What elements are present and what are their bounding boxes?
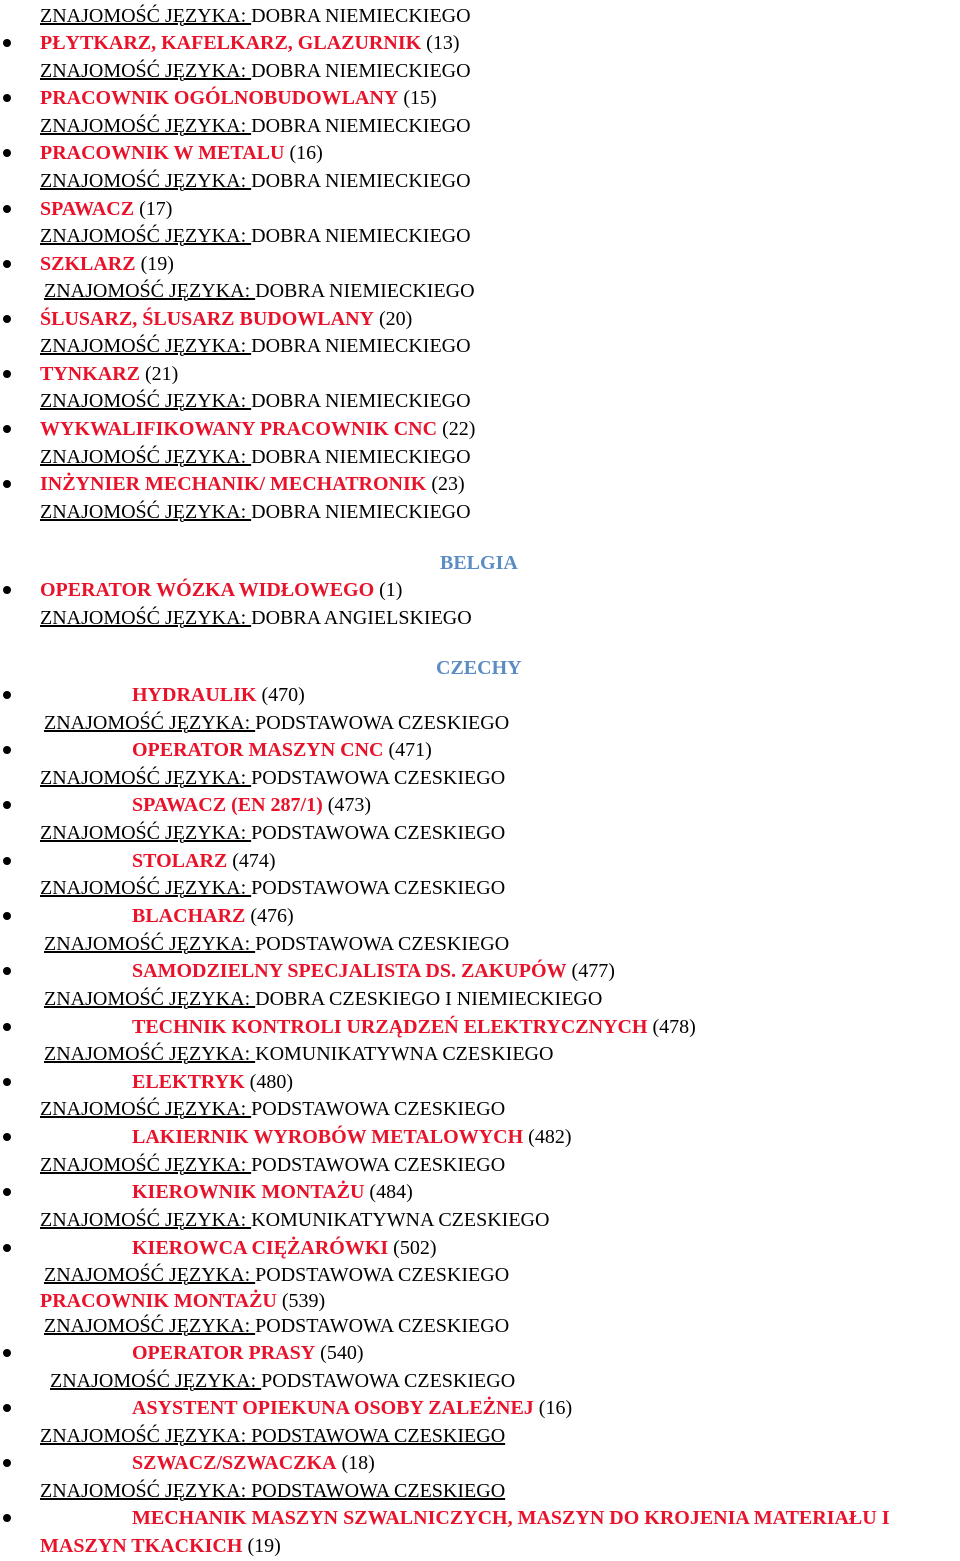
- country-heading-row: [0, 550, 960, 576]
- language-label: ZNAJOMOŚĆ JĘZYKA:: [40, 335, 252, 357]
- job-title: SZWACZ/SZWACZKA: [132, 1452, 337, 1474]
- language-requirement-row: [0, 875, 960, 901]
- job-code: (502): [388, 1237, 437, 1259]
- job-entry: [132, 903, 294, 929]
- job-title: OPERATOR PRASY: [132, 1342, 316, 1364]
- language-requirement: [40, 499, 471, 525]
- job-title: PŁYTKARZ, KAFELKARZ, GLAZURNIK: [40, 32, 422, 54]
- job-title: SPAWACZ (EN 287/1): [132, 794, 323, 816]
- job-title: PRACOWNIK MONTAŻU: [40, 1290, 277, 1312]
- language-level: KOMUNIKATYWNA CZESKIEGO: [255, 1043, 554, 1065]
- language-level: DOBRA NIEMIECKIEGO: [251, 390, 471, 412]
- job-code: (19): [135, 253, 174, 275]
- language-requirement-row: [0, 1096, 960, 1122]
- language-requirement: [40, 1096, 505, 1122]
- language-requirement-row: [0, 986, 960, 1012]
- language-requirement: [40, 113, 471, 139]
- language-label: ZNAJOMOŚĆ JĘZYKA:: [44, 1043, 256, 1065]
- language-level: KOMUNIKATYWNA CZESKIEGO: [251, 1209, 550, 1231]
- job-list-item: [0, 848, 960, 874]
- language-requirement: [44, 931, 509, 957]
- bullet-icon: [3, 315, 11, 323]
- job-entry: [132, 1395, 572, 1421]
- language-requirement: [40, 820, 505, 846]
- bullet-icon: [3, 586, 11, 594]
- job-code: (20): [373, 308, 413, 330]
- language-requirement-row: [0, 58, 960, 84]
- language-requirement-row: [0, 278, 960, 304]
- language-requirement-row: [0, 499, 960, 525]
- job-entry: [132, 792, 371, 818]
- bullet-icon: [3, 801, 11, 809]
- language-requirement-row: [0, 333, 960, 359]
- job-title: PRACOWNIK W METALU: [40, 142, 285, 164]
- job-entry: [132, 1235, 436, 1261]
- language-level: DOBRA NIEMIECKIEGO: [251, 225, 471, 247]
- job-entry: [132, 1014, 696, 1040]
- language-level: PODSTAWOWA CZESKIEGO: [261, 1370, 516, 1392]
- job-title: ŚLUSARZ, ŚLUSARZ BUDOWLANY: [40, 308, 374, 330]
- job-list-item: [0, 471, 960, 497]
- bullet-icon: [3, 205, 11, 213]
- language-label: ZNAJOMOŚĆ JĘZYKA:: [40, 767, 252, 789]
- language-requirement-row: [0, 710, 960, 736]
- job-entry: [40, 85, 437, 111]
- job-list-item: [0, 1235, 960, 1261]
- job-code: (21): [140, 363, 179, 385]
- job-entry: [40, 577, 402, 603]
- language-requirement: [40, 1478, 505, 1504]
- language-label: ZNAJOMOŚĆ JĘZYKA:: [40, 1209, 252, 1231]
- job-code: (477): [566, 960, 615, 982]
- job-entry: [40, 251, 174, 277]
- job-entry: [132, 848, 276, 874]
- job-list-item: [0, 577, 960, 603]
- language-requirement: [44, 1313, 509, 1339]
- job-entry: [132, 1450, 375, 1476]
- job-code: (482): [523, 1126, 572, 1148]
- language-label: ZNAJOMOŚĆ JĘZYKA:: [44, 988, 256, 1010]
- country-heading-row: [0, 655, 960, 681]
- language-level: DOBRA ANGIELSKIEGO: [251, 607, 472, 629]
- job-entry: [40, 471, 465, 497]
- job-entry: [40, 196, 172, 222]
- job-entry: [132, 1124, 572, 1150]
- job-list-item: [0, 903, 960, 929]
- language-requirement: [44, 986, 602, 1012]
- bullet-icon: [3, 480, 11, 488]
- job-code: (540): [315, 1342, 364, 1364]
- country-heading: BELGIA: [440, 552, 518, 574]
- job-code: (474): [227, 850, 276, 872]
- job-list-item: [0, 682, 960, 708]
- job-list-item: [0, 1014, 960, 1040]
- language-requirement-row: [0, 605, 960, 631]
- bullet-icon: [3, 370, 11, 378]
- job-list-item: [0, 958, 960, 984]
- job-list-item: [0, 1124, 960, 1150]
- language-requirement: [44, 1041, 553, 1067]
- language-label: ZNAJOMOŚĆ JĘZYKA:: [40, 877, 252, 899]
- language-label: ZNAJOMOŚĆ JĘZYKA:: [40, 390, 252, 412]
- language-requirement: [44, 278, 475, 304]
- language-label: ZNAJOMOŚĆ JĘZYKA:: [40, 1098, 252, 1120]
- language-level: PODSTAWOWA CZESKIEGO: [246, 1480, 506, 1502]
- language-requirement-row: [0, 113, 960, 139]
- bullet-icon: [3, 912, 11, 920]
- job-title: PRACOWNIK OGÓLNOBUDOWLANY: [40, 87, 399, 109]
- language-requirement: [40, 388, 471, 414]
- language-requirement-row: [0, 388, 960, 414]
- job-list-item: [0, 1288, 960, 1314]
- job-code: (471): [383, 739, 432, 761]
- job-code: (480): [244, 1071, 293, 1093]
- job-title: LAKIERNIK WYROBÓW METALOWYCH: [132, 1126, 524, 1148]
- job-entry: [132, 682, 305, 708]
- bullet-icon: [3, 149, 11, 157]
- language-requirement: [40, 875, 505, 901]
- job-entry: [132, 958, 615, 984]
- language-level: PODSTAWOWA CZESKIEGO: [255, 933, 510, 955]
- language-level: DOBRA NIEMIECKIEGO: [251, 115, 471, 137]
- job-title: BLACHARZ: [132, 905, 246, 927]
- language-requirement-row: [0, 1207, 960, 1233]
- job-title: OPERATOR WÓZKA WIDŁOWEGO: [40, 579, 375, 601]
- language-label: ZNAJOMOŚĆ JĘZYKA:: [44, 280, 256, 302]
- bullet-icon: [3, 260, 11, 268]
- job-title: KIEROWCA CIĘŻARÓWKI: [132, 1237, 389, 1259]
- job-title: STOLARZ: [132, 850, 228, 872]
- language-requirement: [40, 1152, 505, 1178]
- job-list-item: [0, 85, 960, 111]
- job-code: (470): [256, 684, 305, 706]
- bullet-icon: [3, 1349, 11, 1357]
- language-requirement: [40, 333, 471, 359]
- language-requirement: [40, 444, 471, 470]
- language-label: ZNAJOMOŚĆ JĘZYKA:: [40, 1480, 247, 1502]
- job-entry: [40, 306, 412, 332]
- language-level: DOBRA NIEMIECKIEGO: [251, 60, 471, 82]
- language-label: ZNAJOMOŚĆ JĘZYKA:: [40, 225, 252, 247]
- language-level: DOBRA NIEMIECKIEGO: [251, 501, 471, 523]
- job-entry: [40, 416, 475, 442]
- language-requirement: [44, 710, 509, 736]
- job-code: (15): [398, 87, 437, 109]
- job-code: (23): [426, 473, 465, 495]
- bullet-icon: [3, 1404, 11, 1412]
- job-code: (478): [647, 1016, 696, 1038]
- language-level: DOBRA CZESKIEGO I NIEMIECKIEGO: [255, 988, 603, 1010]
- bullet-icon: [3, 967, 11, 975]
- job-entry: [132, 1340, 364, 1366]
- bullet-icon: [3, 1023, 11, 1031]
- job-code: (13): [421, 32, 460, 54]
- language-requirement: [40, 1423, 505, 1449]
- job-list-item: [0, 737, 960, 763]
- country-heading: CZECHY: [436, 657, 522, 679]
- job-code: (539): [276, 1290, 326, 1312]
- language-requirement-row: [0, 3, 960, 29]
- language-requirement-row: [0, 1152, 960, 1178]
- job-entry: [40, 30, 459, 56]
- language-requirement-row: [0, 444, 960, 470]
- job-entry: [40, 361, 178, 387]
- language-level: DOBRA NIEMIECKIEGO: [251, 446, 471, 468]
- job-code: (16): [284, 142, 323, 164]
- language-label: ZNAJOMOŚĆ JĘZYKA:: [44, 1315, 256, 1337]
- language-level: DOBRA NIEMIECKIEGO: [251, 335, 471, 357]
- job-title: WYKWALIFIKOWANY PRACOWNIK CNC: [40, 418, 438, 440]
- language-level: PODSTAWOWA CZESKIEGO: [251, 1098, 506, 1120]
- bullet-icon: [3, 425, 11, 433]
- job-title: TECHNIK KONTROLI URZĄDZEŃ ELEKTRYCZNYCH: [132, 1016, 648, 1038]
- language-label: ZNAJOMOŚĆ JĘZYKA:: [40, 170, 252, 192]
- language-requirement: [40, 3, 471, 29]
- language-label: ZNAJOMOŚĆ JĘZYKA:: [40, 607, 252, 629]
- job-title: SZKLARZ: [40, 253, 136, 275]
- job-title: SAMODZIELNY SPECJALISTA DS. ZAKUPÓW: [132, 960, 567, 982]
- language-label: ZNAJOMOŚĆ JĘZYKA:: [44, 712, 256, 734]
- language-label: ZNAJOMOŚĆ JĘZYKA:: [44, 1264, 256, 1286]
- bullet-icon: [3, 746, 11, 754]
- language-label: ZNAJOMOŚĆ JĘZYKA:: [40, 60, 252, 82]
- job-title: TYNKARZ: [40, 363, 141, 385]
- bullet-icon: [3, 1133, 11, 1141]
- job-list-item: [0, 1069, 960, 1095]
- language-requirement-row: [0, 1423, 960, 1449]
- job-title: ELEKTRYK: [132, 1071, 245, 1093]
- job-code: (484): [364, 1181, 413, 1203]
- language-label: ZNAJOMOŚĆ JĘZYKA:: [40, 446, 252, 468]
- bullet-icon: [3, 1188, 11, 1196]
- job-code: (19): [242, 1535, 281, 1557]
- language-level: PODSTAWOWA CZESKIEGO: [251, 822, 506, 844]
- job-list-item: [0, 140, 960, 166]
- bullet-icon: [3, 857, 11, 865]
- job-title: INŻYNIER MECHANIK/ MECHATRONIK: [40, 473, 427, 495]
- job-code: (17): [134, 198, 173, 220]
- language-requirement: [40, 223, 471, 249]
- language-requirement-row: [0, 1262, 960, 1288]
- job-list-item: [0, 1450, 960, 1476]
- job-code: (16): [533, 1397, 573, 1419]
- job-entry: [132, 1069, 293, 1095]
- language-level: DOBRA NIEMIECKIEGO: [251, 5, 471, 27]
- language-level: DOBRA NIEMIECKIEGO: [251, 170, 471, 192]
- job-code: (473): [322, 794, 372, 816]
- language-level: PODSTAWOWA CZESKIEGO: [255, 1315, 510, 1337]
- language-label: ZNAJOMOŚĆ JĘZYKA:: [40, 5, 252, 27]
- language-requirement-row: [0, 168, 960, 194]
- language-requirement-row: [0, 1041, 960, 1067]
- job-title: MECHANIK MASZYN SZWALNICZYCH, MASZYN DO KROJENIA MATERIAŁU I: [132, 1507, 890, 1529]
- language-requirement: [40, 58, 471, 84]
- language-requirement-row: [0, 1478, 960, 1504]
- bullet-icon: [3, 1244, 11, 1252]
- language-requirement-row: [0, 1313, 960, 1339]
- job-code: (476): [245, 905, 294, 927]
- job-title: KIEROWNIK MONTAŻU: [132, 1181, 365, 1203]
- job-list-item: [0, 1340, 960, 1366]
- job-title: ASYSTENT OPIEKUNA OSOBY ZALEŻNEJ: [132, 1397, 534, 1419]
- language-requirement-row: [0, 820, 960, 846]
- language-level: DOBRA NIEMIECKIEGO: [255, 280, 475, 302]
- job-code: (22): [437, 418, 476, 440]
- bullet-icon: [3, 1514, 11, 1522]
- job-entry: [132, 1179, 413, 1205]
- job-title: OPERATOR MASZYN CNC: [132, 739, 384, 761]
- language-label: ZNAJOMOŚĆ JĘZYKA:: [40, 822, 252, 844]
- language-label: ZNAJOMOŚĆ JĘZYKA:: [40, 1425, 247, 1447]
- bullet-icon: [3, 39, 11, 47]
- language-requirement: [44, 1262, 509, 1288]
- language-level: PODSTAWOWA CZESKIEGO: [246, 1425, 506, 1447]
- language-requirement-row: [0, 765, 960, 791]
- job-title: SPAWACZ: [40, 198, 135, 220]
- job-title: HYDRAULIK: [132, 684, 257, 706]
- job-code: (18): [336, 1452, 375, 1474]
- bullet-icon: [3, 94, 11, 102]
- language-label: ZNAJOMOŚĆ JĘZYKA:: [40, 115, 252, 137]
- job-list-item: [0, 361, 960, 387]
- language-label: ZNAJOMOŚĆ JĘZYKA:: [40, 1154, 252, 1176]
- job-entry: [40, 140, 323, 166]
- language-requirement: [40, 1207, 549, 1233]
- job-list-item: [0, 306, 960, 332]
- job-entry: [40, 1288, 325, 1314]
- job-title-continuation: [0, 1533, 960, 1559]
- language-label: ZNAJOMOŚĆ JĘZYKA:: [50, 1370, 262, 1392]
- language-requirement: [40, 765, 505, 791]
- language-requirement: [50, 1368, 515, 1394]
- job-list-item: [0, 1395, 960, 1421]
- job-list-item: [0, 251, 960, 277]
- bullet-icon: [3, 691, 11, 699]
- language-level: PODSTAWOWA CZESKIEGO: [251, 1154, 506, 1176]
- job-list-item: [0, 1505, 960, 1531]
- job-list-item: [0, 416, 960, 442]
- language-requirement-row: [0, 931, 960, 957]
- language-label: ZNAJOMOŚĆ JĘZYKA:: [44, 933, 256, 955]
- bullet-icon: [3, 1459, 11, 1467]
- job-list-item: [0, 1179, 960, 1205]
- job-list-item: [0, 196, 960, 222]
- language-requirement: [40, 168, 471, 194]
- job-title: MASZYN TKACKICH: [40, 1535, 243, 1557]
- language-level: PODSTAWOWA CZESKIEGO: [251, 767, 506, 789]
- language-requirement-row: [0, 1368, 960, 1394]
- language-level: PODSTAWOWA CZESKIEGO: [255, 1264, 510, 1286]
- job-list-item: [0, 30, 960, 56]
- language-requirement-row: [0, 223, 960, 249]
- language-level: PODSTAWOWA CZESKIEGO: [255, 712, 510, 734]
- language-level: PODSTAWOWA CZESKIEGO: [251, 877, 506, 899]
- job-entry: [132, 1505, 889, 1531]
- language-requirement: [40, 605, 472, 631]
- language-label: ZNAJOMOŚĆ JĘZYKA:: [40, 501, 252, 523]
- bullet-icon: [3, 1078, 11, 1086]
- job-entry: [132, 737, 432, 763]
- job-list-item: [0, 792, 960, 818]
- job-code: (1): [374, 579, 403, 601]
- job-entry: [40, 1533, 281, 1559]
